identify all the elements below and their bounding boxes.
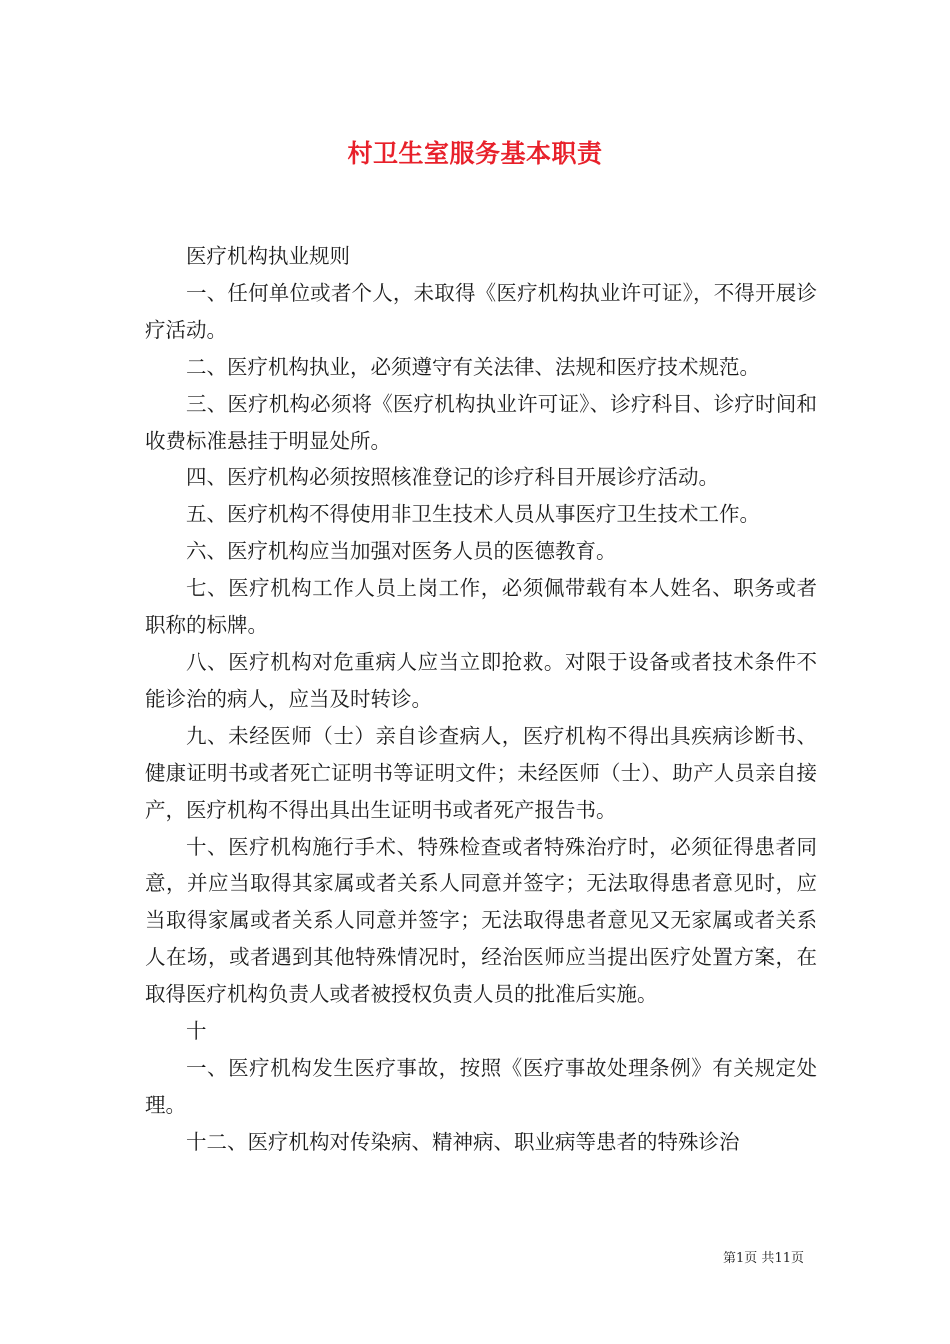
rule-paragraph: 九、未经医师（士）亲自诊查病人，医疗机构不得出具疾病诊断书、健康证明书或者死亡证明书等证明文件；未经医师（士）、助产人员亲自接产，医疗机构不得出具出生证明书或者死产报告书。	[145, 723, 817, 822]
rule-paragraph: 二、医疗机构执业，必须遵守有关法律、法规和医疗技术规范。	[186, 354, 760, 379]
rule-paragraph: 十	[186, 1019, 207, 1044]
rule-paragraph: 一、任何单位或者个人，未取得《医疗机构执业许可证》，不得开展诊疗活动。	[145, 280, 817, 342]
rule-paragraph: 一、医疗机构发生医疗事故，按照《医疗事故处理条例》有关规定处理。	[145, 1055, 817, 1117]
total-pages-number: 11	[774, 1251, 791, 1266]
rule-paragraph: 十二、医疗机构对传染病、精神病、职业病等患者的特殊诊治	[186, 1129, 740, 1154]
current-page-number: 1	[736, 1251, 745, 1266]
footer-suffix: 页	[790, 1251, 804, 1266]
rule-paragraph: 四、医疗机构必须按照核准登记的诊疗科目开展诊疗活动。	[186, 465, 719, 490]
footer-middle: 页 共	[744, 1251, 775, 1266]
section-heading: 医疗机构执业规则	[186, 244, 350, 268]
page-number-footer	[723, 1247, 804, 1266]
document-body	[145, 238, 817, 1161]
document-title: 村卫生室服务基本职责	[347, 139, 603, 168]
rule-paragraph: 十、医疗机构施行手术、特殊检查或者特殊治疗时，必须征得患者同意，并应当取得其家属或者关系人同意并签字；无法取得患者意见时，应当取得家属或者关系人同意并签字；无法取得患者意见又无家属或者关系人在场，或者遇到其他特殊情况时，经治医师应当提出医疗处置方案，在取得医疗机构负责人或者被授权负责人员的批准后实施。	[145, 834, 817, 1007]
rule-paragraph: 六、医疗机构应当加强对医务人员的医德教育。	[186, 539, 617, 564]
rule-paragraph: 七、医疗机构工作人员上岗工作，必须佩带载有本人姓名、职务或者职称的标牌。	[145, 576, 817, 638]
footer-prefix: 第	[723, 1251, 737, 1266]
rule-paragraph: 八、医疗机构对危重病人应当立即抢救。对限于设备或者技术条件不能诊治的病人，应当及时转诊。	[145, 649, 817, 711]
rule-paragraph: 五、医疗机构不得使用非卫生技术人员从事医疗卫生技术工作。	[186, 502, 760, 527]
rule-paragraph: 三、医疗机构必须将《医疗机构执业许可证》、诊疗科目、诊疗时间和收费标准悬挂于明显处所。	[145, 391, 817, 453]
